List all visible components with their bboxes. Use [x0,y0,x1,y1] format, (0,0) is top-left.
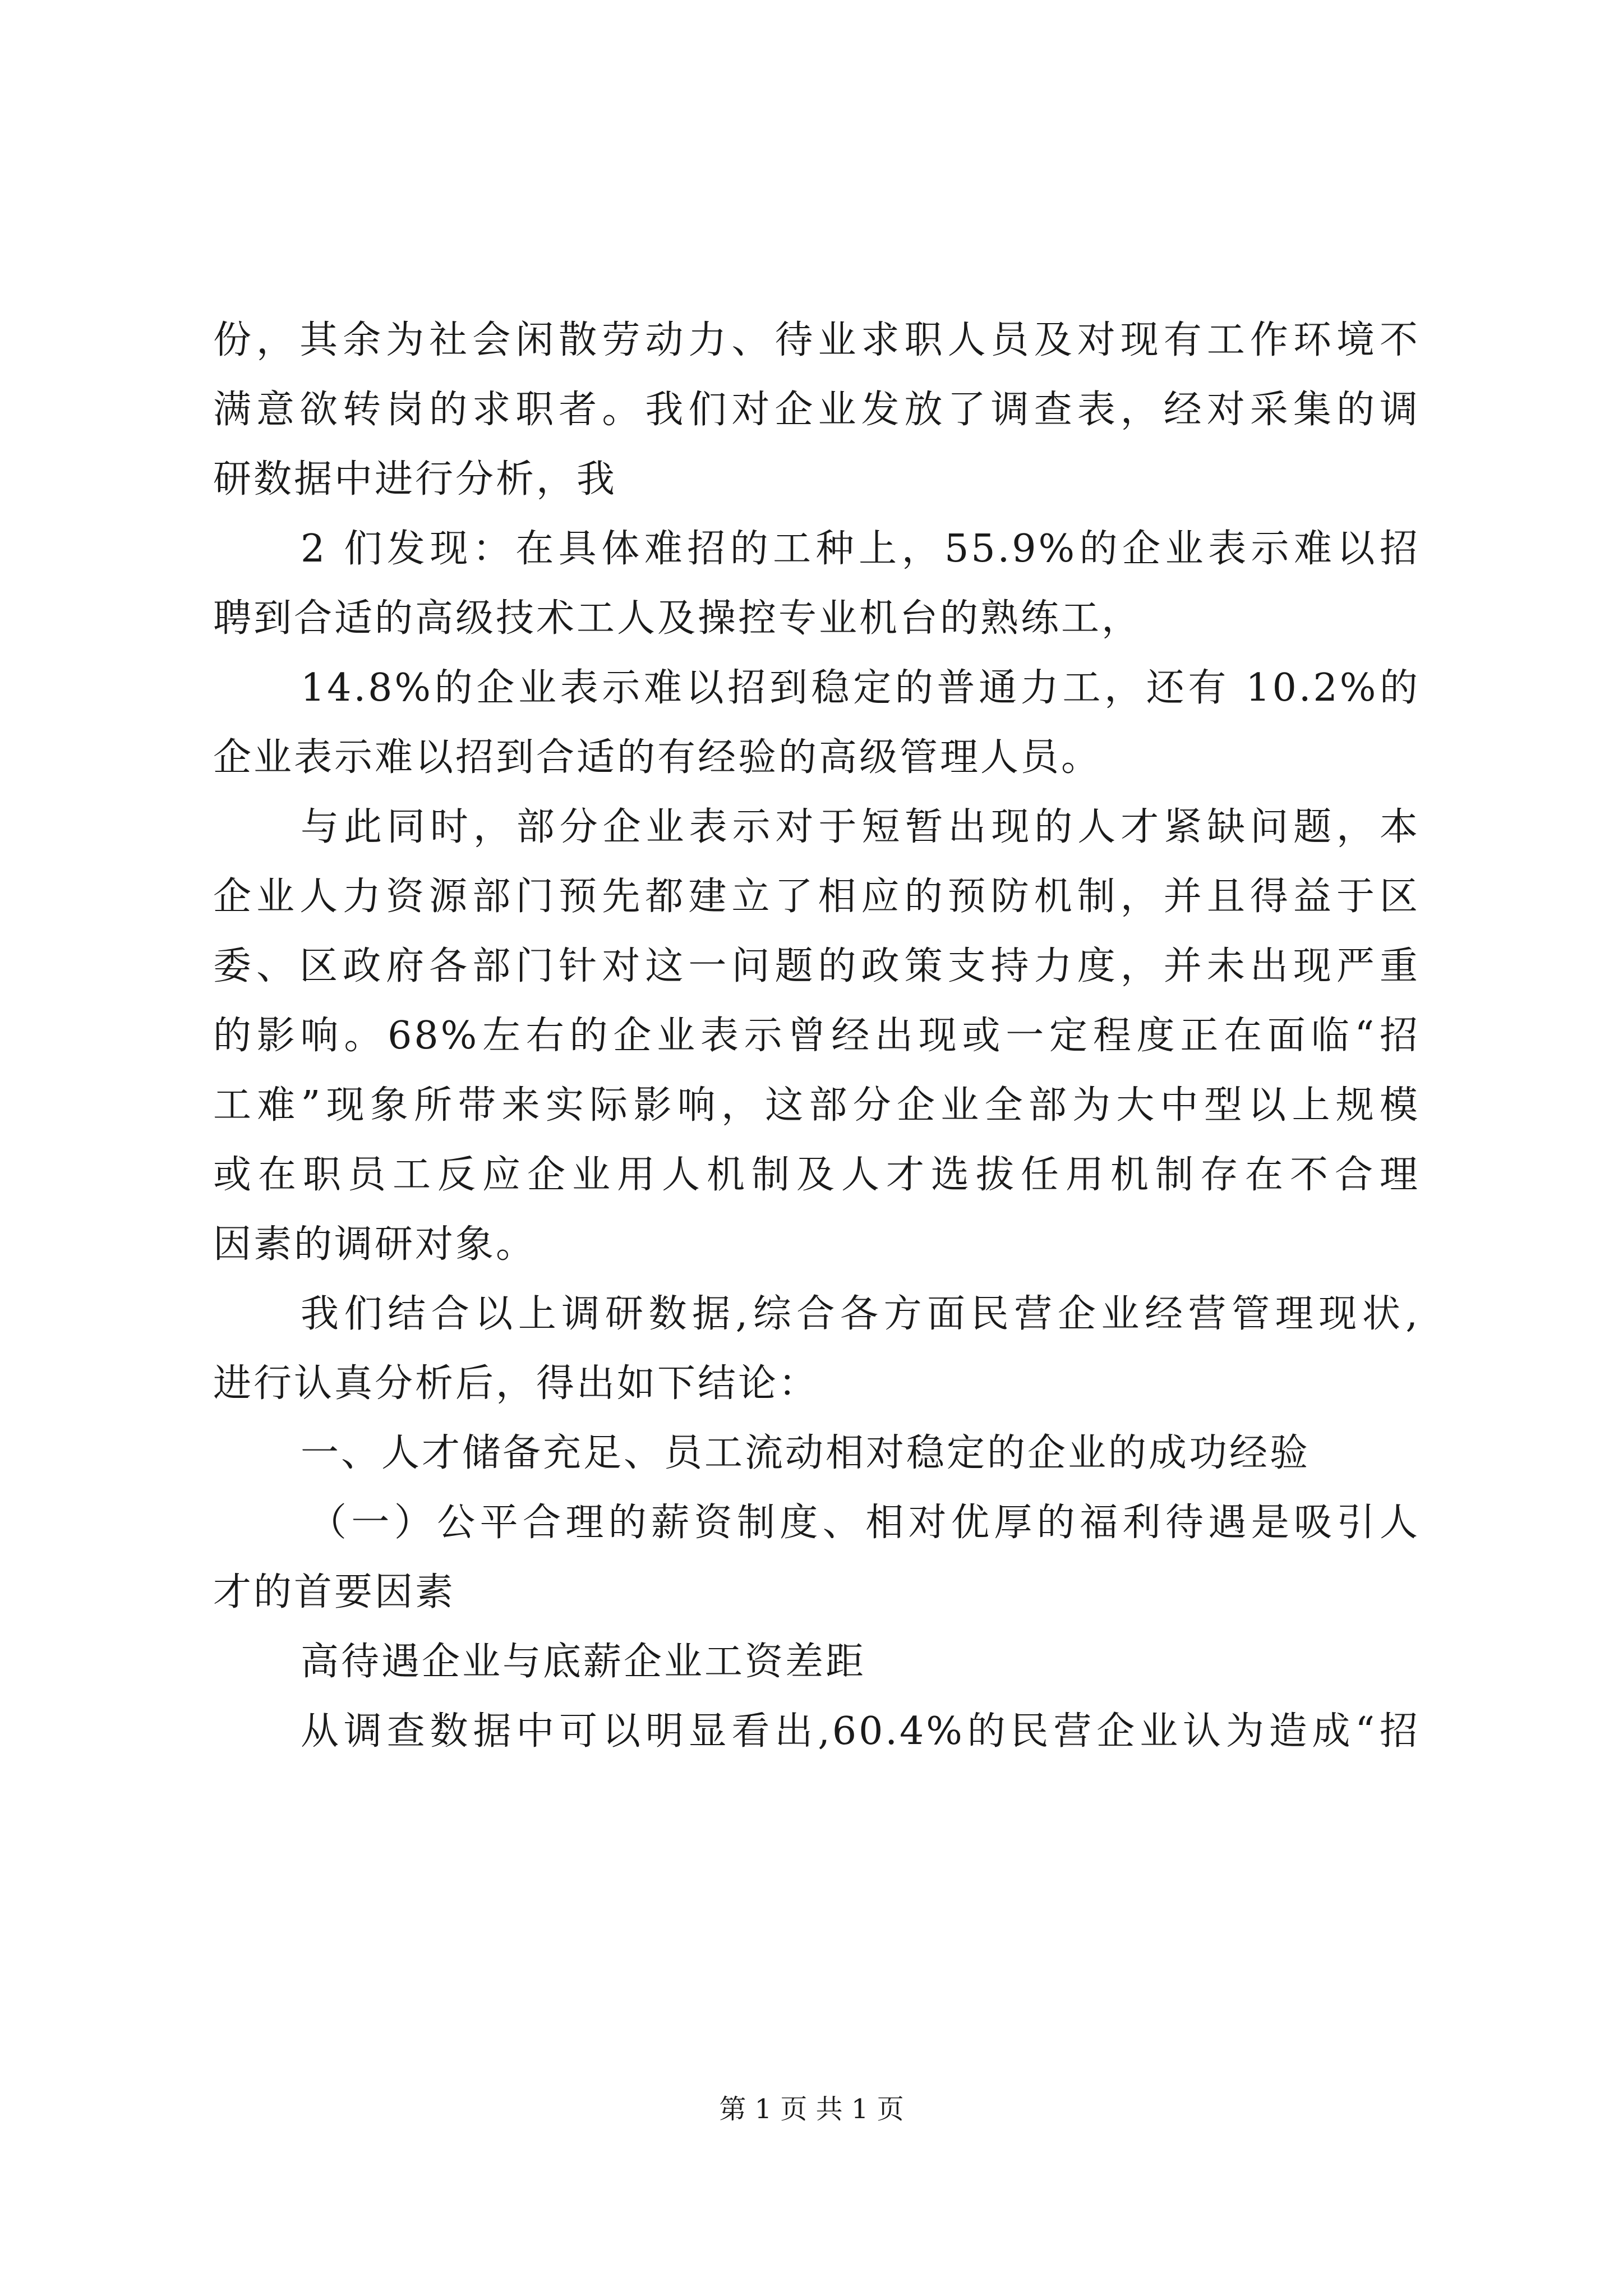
text-line: 的影响。68%左右的企业表示曾经出现或一定程度正在面临“招 [213,1014,1420,1058]
text-line: 企业表示难以招到合适的有经验的高级管理人员。 [213,735,1102,780]
text-line: 聘到合适的高级技术工人及操控专业机台的熟练工， [213,596,1142,641]
text-line: 企业人力资源部门预先都建立了相应的预防机制，并且得益于区 [213,875,1420,919]
text-line: 或在职员工反应企业用人机制及人才选拔任用机制存在不合理 [213,1153,1420,1197]
text-line: 我们结合以上调研数据,综合各方面民营企业经营管理现状, [301,1292,1420,1336]
text-line: 与此同时，部分企业表示对于短暂出现的人才紧缺问题，本 [301,805,1420,849]
text-line: 份，其余为社会闲散劳动力、待业求职人员及对现有工作环境不 [213,318,1420,362]
body-text [213,306,1420,1766]
text-line: 研数据中进行分析，我 [213,457,617,501]
text-line: 从调查数据中可以明显看出,60.4%的民营企业认为造成“招 [301,1709,1420,1754]
section-heading: 一、人才储备充足、员工流动相对稳定的企业的成功经验 [301,1431,1311,1475]
subsection-heading: 才的首要因素 [213,1570,456,1614]
text-line: 委、区政府各部门针对这一问题的政策支持力度，并未出现严重 [213,944,1420,988]
text-line: 进行认真分析后，得出如下结论： [213,1361,819,1406]
text-line: 14.8%的企业表示难以招到稳定的普通力工，还有 10.2%的 [301,666,1420,710]
text-line: 满意欲转岗的求职者。我们对企业发放了调查表，经对采集的调 [213,388,1420,432]
text-line: 因素的调研对象。 [213,1222,537,1267]
page-footer: 第 1 页 共 1 页 [719,2093,904,2125]
text-line: 2 们发现：在具体难招的工种上，55.9%的企业表示难以招 [301,527,1420,571]
text-line: 高待遇企业与底薪企业工资差距 [301,1640,866,1684]
text-line: 工难”现象所带来实际影响，这部分企业全部为大中型以上规模 [213,1083,1420,1128]
subsection-heading: （一）公平合理的薪资制度、相对优厚的福利待遇是吸引人 [308,1501,1420,1545]
